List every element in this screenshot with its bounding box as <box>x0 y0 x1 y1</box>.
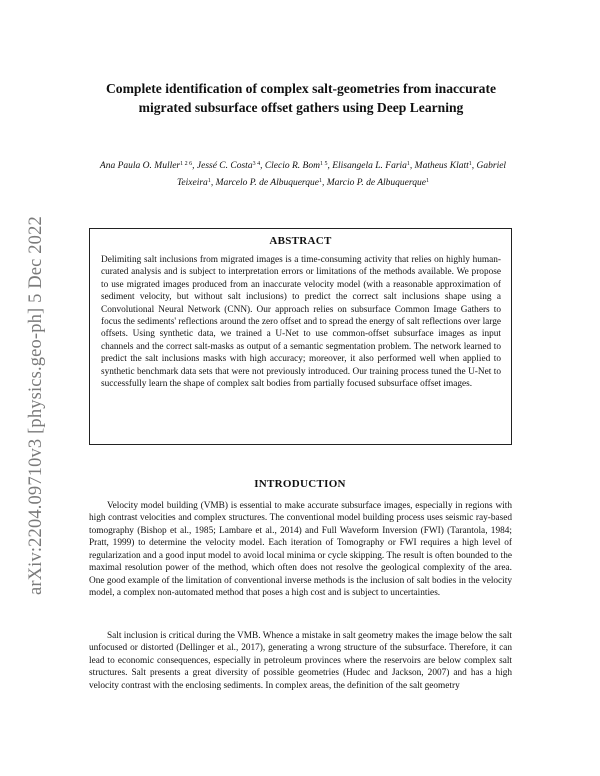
author-affiliation: 1 <box>319 177 322 184</box>
author-name: Gabriel Teixeira <box>177 161 507 188</box>
author-affiliation: 1 5 <box>319 161 328 167</box>
paper-title: Complete identification of complex salt-geometries from inaccurate migrated subsurface offset gathers using Deep Learning <box>105 81 497 115</box>
abstract-box <box>89 228 512 445</box>
abstract-heading: ABSTRACT <box>269 235 332 247</box>
author-separator: , <box>409 161 415 171</box>
introduction-paragraph-1: Velocity model building (VMB) is essential to make accurate subsurface images, especially in regions with high contrast velocities and complex structures. The conventional model building process uses seismic ray-based tomography (Bishop et al., 1985; Lambare et al., 2014) and Full Waveform Inversion (FWI) (Tarantola, 1984; Pratt, 1999) to determine the velocity model. Each iteration of Tomography or FWI requires a high level of regularization and a good input model to avoid local minima or cycle skipping. The result is often bounded to the maximal resolution power of the method, which often does not resolve the geological complexity of the area. One good example of the limitation of conventional inverse methods is the inclusion of salt bodies in the velocity model, a complex non-automated method that poses a high cost and is subject to uncertainties. <box>89 501 512 599</box>
author-name: Ana Paula O. Muller <box>99 161 181 171</box>
author-name: Elisangela L. Faria <box>332 161 407 171</box>
author-name: Jessé C. Costa <box>196 161 253 171</box>
author-name: Marcio P. de Albuquerque <box>326 177 426 188</box>
author-affiliation: 1 <box>406 161 410 167</box>
abstract-text: Delimiting salt inclusions from migrated images is a time-consuming activity that relies on highly human-curated analysis and is subject to interpretation errors or limitations of the methods available. We propose to use migrated images produced from an inaccurate velocity model (with a reasonable approximation of sediment velocity, but without salt inclusions) to predict the correct salt inclusions shape using a Convolutional Neural Network (CNN). Our approach relies on subsurface Common Image Gathers to focus the sediments' reflections around the zero offset and to spread the energy of salt reflections over large offsets. Using synthetic data, we trained a U-Net to use common-offset subsurface images as input channels and the correct salt-masks as output of a semantic segmentation problem. The network learned to predict the salt inclusions masks with high accuracy; moreover, it also performed well when applied to synthetic benchmark data sets that were not previously introduced. Our training process tuned the U-Net to successfully learn the shape of complex salt bodies from partially focused subsurface offset images. <box>101 255 501 390</box>
introduction-heading: INTRODUCTION <box>254 478 346 490</box>
author-list <box>98 157 508 191</box>
author-separator: , <box>327 161 333 171</box>
author-affiliation: 1 2 6 <box>180 161 193 167</box>
author-name: Matheus Klatt <box>414 161 469 171</box>
author-name: Marcelo P. de Albuquerque <box>215 177 319 188</box>
author-separator: , <box>260 161 265 171</box>
arxiv-stamp-text: arXiv:2204.09710v3 [physics.geo-ph] 5 Dec 2022 <box>26 216 46 595</box>
author-affiliation: 1 <box>425 177 429 184</box>
author-affiliation: 3 4 <box>252 161 261 167</box>
author-separator: , <box>322 177 327 188</box>
author-affiliation: 1 <box>468 161 472 167</box>
author-separator: , <box>471 161 477 171</box>
author-name: Clecio R. Bom <box>264 161 320 171</box>
author-affiliation: 1 <box>207 177 211 184</box>
introduction-paragraph-2: Salt inclusion is critical during the VMB. Whence a mistake in salt geometry makes the image below the salt unfocused or distorted (Dellinger et al., 2017), generating a wrong structure of the subsurface. Therefore, it can lead to economic consequences, especially in petroleum provinces where the reservoirs are below complex salt structures. Salt presents a great diversity of possible geometries (Hudec and Jackson, 2007) and has a high velocity contrast with the enclosing sediments. In complex areas, the definition of the salt geometry <box>89 631 512 691</box>
author-separator: , <box>192 161 197 171</box>
author-separator: , <box>210 177 216 188</box>
